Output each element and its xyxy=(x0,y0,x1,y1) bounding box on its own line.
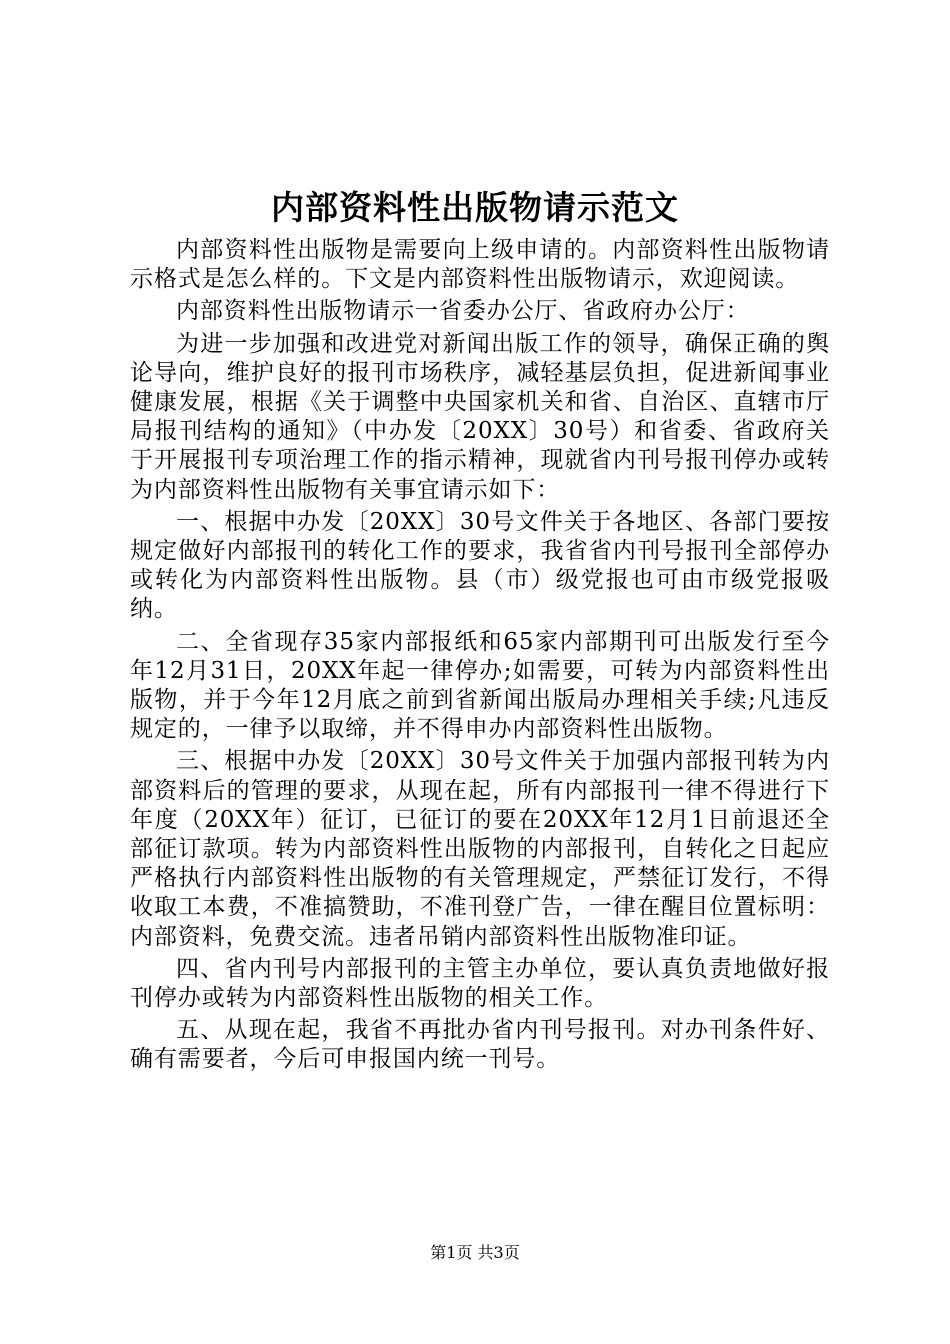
paragraph-item-5: 五、从现在起，我省不再批办省内刊号报刊。对办刊条件好、确有需要者，今后可申报国内统一刊号。 xyxy=(130,1017,830,1073)
paragraph-item-1: 一、根据中办发〔20XX〕30号文件关于各地区、各部门要按规定做好内部报刊的转化工作的要求，我省省内刊号报刊全部停办或转化为内部资料性出版物。县（市）级党报也可由市级党报吸纳。 xyxy=(130,508,830,623)
paragraph-addressee: 内部资料性出版物请示一省委办公厅、省政府办公厅： xyxy=(176,298,750,325)
paragraph-item-3: 三、根据中办发〔20XX〕30号文件关于加强内部报刊转为内部资料后的管理的要求，从现在起，所有内部报刊一律不得进行下年度（20XX年）征订，已征订的要在20XX年12月1日前退还全部征订款项。转为内部资料性出版物的内部报刊，自转化之日起应严格执行内部资料性出版物的有关管理规定，严禁征订发行，不得收取工本费，不准搞赞助，不准刊登广告，一律在醒目位置标明：内部资料，免费交流。违者吊销内部资料性出版物准印证。 xyxy=(130,748,830,950)
paragraph-intro: 内部资料性出版物是需要向上级申请的。内部资料性出版物请示格式是怎么样的。下文是内部资料性出版物请示，欢迎阅读。 xyxy=(130,237,830,293)
paragraph-item-4: 四、省内刊号内部报刊的主管主办单位，要认真负责地做好报刊停办或转为内部资料性出版物的相关工作。 xyxy=(130,955,830,1012)
paragraph-item-2: 二、全省现存35家内部报纸和65家内部期刊可出版发行至今年12月31日，20XX年起一律停办;如需要，可转为内部资料性出版物，并于今年12月底之前到省新闻出版局办理相关手续;凡违反规定的，一律予以取缔，并不得申办内部资料性出版物。 xyxy=(130,628,830,743)
document-body xyxy=(130,236,830,1075)
page-number-footer: 第1页 共3页 xyxy=(430,1243,520,1262)
paragraph-background: 为进一步加强和改进党对新闻出版工作的领导，确保正确的舆论导向，维护良好的报刊市场秩序，减轻基层负担，促进新闻事业健康发展，根据《关于调整中央国家机关和省、自治区、直辖市厅局报刊结构的通知》（中办发〔20XX〕30号）和省委、省政府关于开展报刊专项治理工作的指示精神，现就省内刊号报刊停办或转为内部资料性出版物有关事宜请示如下： xyxy=(130,330,830,503)
document-title: 内部资料性出版物请示范文 xyxy=(271,188,679,227)
